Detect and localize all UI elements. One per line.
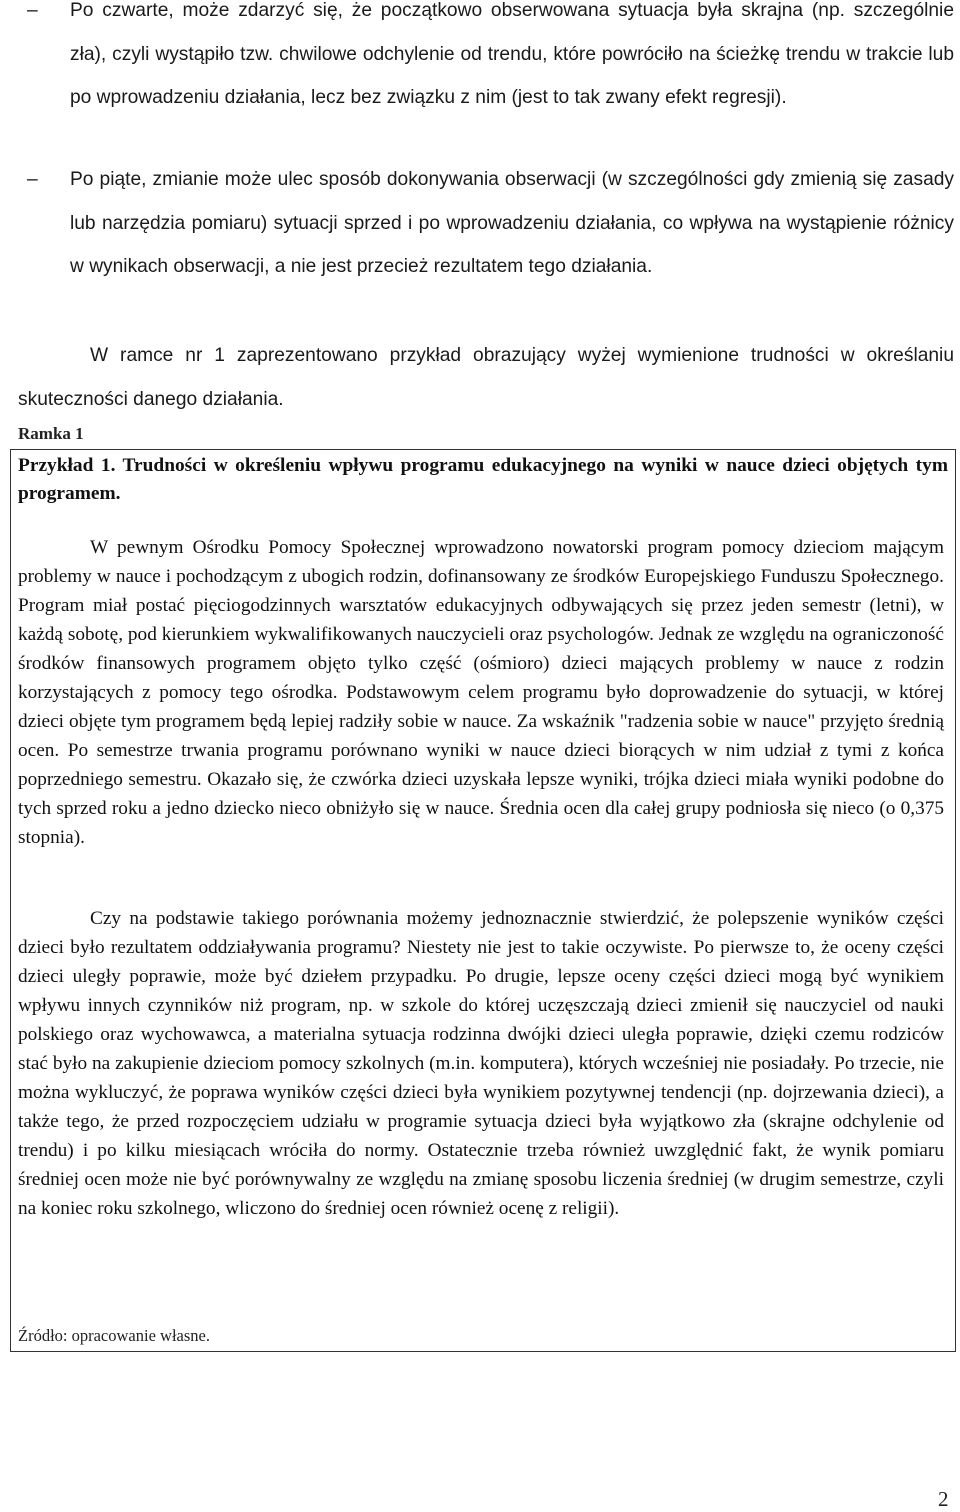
bullet-item-measurement [18, 158, 954, 289]
bullet-dash: – [27, 0, 38, 21]
frame-paragraph: W pewnym Ośrodku Pomocy Społecznej wprowadzono nowatorski program pomocy dzieciom mającym problemy w nauce i pochodzącym z ubogich rodzin, dofinansowany ze środków Europejskiego Funduszu Społecznego. Program miał postać pięciogodzinnych warsztatów edukacyjnych odbywających się przez jeden semestr (letni), w każdą sobotę, pod kierunkiem wykwalifikowanych nauczycieli oraz psychologów. Jednak ze względu na ograniczoność środków finansowych programem objęto tylko część (ośmioro) dzieci mających problemy w nauce z rodzin korzystających z pomocy tego ośrodka. Podstawowym celem programu było doprowadzenie do sytuacji, w której dzieci objęte tym programem będą lepiej radziły sobie w nauce. Za wskaźnik "radzenia sobie w nauce" przyjęto średnią ocen. Po semestrze trwania programu porównano wyniki w nauce dzieci biorących w nim udział z tymi z końca poprzedniego semestru. Okazało się, że czwórka dzieci uzyskała lepsze wyniki, trójka dzieci miała wyniki podobne do tych sprzed roku a jedno dziecko nieco obniżyło się w nauce. Średnia ocen dla całej grupy podniosła się nieco (o 0,375 stopnia). [18, 537, 944, 848]
bullet-text: Po czwarte, może zdarzyć się, że początkowo obserwowana sytuacja była skrajna (np. szczególnie zła), czyli wystąpiło tzw. chwilowe odchylenie od trendu, które powróciło na ścieżkę trendu w trakcie lub po wprowadzeniu działania, lecz bez związku z nim (jest to tak zwany efekt regresji). [70, 0, 954, 108]
intro-paragraph: W ramce nr 1 zaprezentowano przykład obrazujący wyżej wymienione trudności w określaniu skuteczności danego działania. [18, 345, 954, 410]
page-number: 2 [938, 1487, 949, 1511]
bullet-dash: – [27, 169, 38, 190]
bullet-item-regression [18, 0, 954, 120]
frame-paragraph: Czy na podstawie takiego porównania możemy jednoznacznie stwierdzić, że polepszenie wyników części dzieci było rezultatem oddziaływania programu? Niestety nie jest to takie oczywiste. Po pierwsze to, że oceny części dzieci uległy poprawie, może być dziełem przypadku. Po drugie, lepsze oceny części dzieci mogą być wynikiem wpływu innych czynników niż program, np. w szkole do której uczęszczają dzieci zmienił się nauczyciel od nauki polskiego oraz wychowawca, a materialna sytuacja rodzinna dwójki dzieci uległa poprawie, dzięki czemu rodziców stać było na zakupienie dzieciom pomocy szkolnych (m.in. komputera), których wcześniej nie posiadały. Po trzecie, nie można wykluczyć, że poprawa wyników części dzieci była wynikiem pozytywnej tendencji (np. dojrzewania dzieci), a także tego, że przed rozpoczęciem udziału w programie sytuacja dzieci była wyjątkowo zła (skrajne odchylenie od trendu) i po kilku miesiącach wróciła do normy. Ostatecznie trzeba również uwzględnić fakt, że wynik pomiaru średniej ocen może nie być porównywalny ze względu na zmianę sposobu liczenia średniej (w drugim semestrze, czyli na koniec roku szkolnego, wliczono do średniej ocen również ocenę z religii). [18, 908, 944, 1219]
bullet-text: Po piąte, zmianie może ulec sposób dokonywania obserwacji (w szczególności gdy zmienią się zasady lub narzędzia pomiaru) sytuacji sprzed i po wprowadzeniu działania, co wpływa na wystąpienie różnicy w wynikach obserwacji, a nie jest przecież rezultatem tego działania. [70, 169, 954, 277]
frame-title: Przykład 1. Trudności w określeniu wpływu programu edukacyjnego na wyniki w nauce dzieci objętych tym programem. [18, 455, 948, 504]
frame-label: Ramka 1 [18, 424, 84, 443]
source-note: Źródło: opracowanie własne. [18, 1326, 210, 1345]
